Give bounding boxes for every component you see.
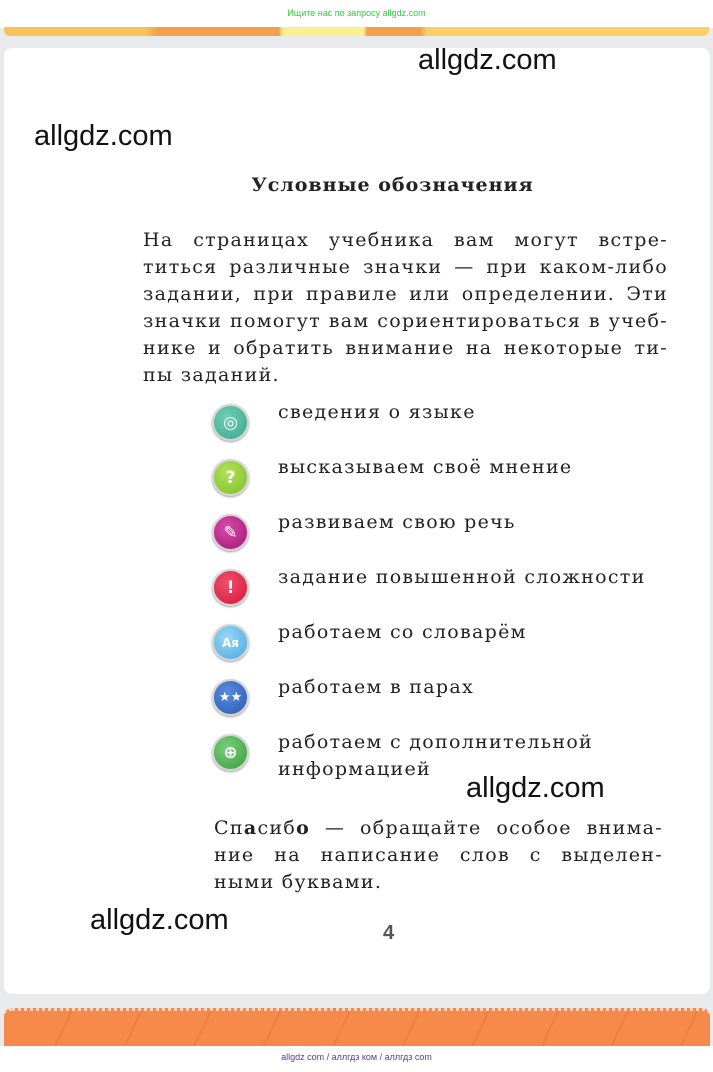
legend-label: работаем со словарём (278, 621, 527, 643)
text: — обращайте особое внима- (310, 817, 663, 839)
legend-label: сведения о языке (278, 401, 476, 423)
watermark: allgdz.com (90, 904, 229, 936)
legend-item (212, 566, 646, 606)
intro-paragraph (143, 227, 668, 389)
feather-icon: ✎ (212, 514, 249, 551)
legend-item (212, 456, 573, 496)
intro-line: пы заданий. (143, 364, 280, 386)
legend-item (212, 676, 475, 716)
intro-line: На страницах учебника вам могут встре- (143, 229, 668, 251)
text: Сп (214, 817, 244, 839)
legend-label-line: информацией (278, 758, 431, 780)
exclamation-icon: ! (212, 569, 249, 606)
legend-item (212, 401, 476, 441)
stars-icon: ★★ (212, 679, 249, 716)
owl-icon: ◎ (212, 404, 249, 441)
thanks-paragraph (214, 815, 663, 896)
highlighted-letter: о (296, 817, 311, 839)
folder-plus-icon: ⊕ (212, 734, 249, 771)
bottom-decor-strip (4, 1008, 710, 1046)
legend-label: развиваем свою речь (278, 511, 516, 533)
top-decor-strip (4, 27, 709, 36)
highlighted-letter: а (243, 817, 258, 839)
intro-line: значки помогут вам сориентироваться в учеб- (143, 310, 668, 332)
intro-line: титься различные значки — при каком-либо (143, 256, 668, 278)
legend-item (212, 511, 516, 551)
legend-item (212, 731, 594, 783)
intro-line: нике и обратить внимание на некоторые ти- (143, 337, 668, 359)
watermark: allgdz.com (34, 120, 173, 152)
dictionary-icon: Aя (212, 624, 249, 661)
page-number: 4 (383, 922, 395, 944)
question-cloud-icon: ? (212, 459, 249, 496)
thanks-line (214, 815, 663, 842)
legend-label: работаем в парах (278, 676, 475, 698)
legend-item (212, 621, 527, 661)
thanks-line: ние на написание слов с выделен- (214, 844, 663, 866)
legend-label: высказываем своё мнение (278, 456, 573, 478)
top-banner (0, 0, 713, 28)
footer-links: allgdz com / аллгдз ком / аллгдз com (0, 1046, 713, 1072)
page-title: Условные обозначения (251, 174, 534, 196)
text: сиб (257, 817, 297, 839)
top-banner-text: Ищите нас по запросу allgdz.com (287, 8, 426, 18)
legend-label: задание повышенной сложности (278, 566, 646, 588)
watermark: allgdz.com (418, 44, 557, 76)
legend-label-line: работаем с дополнительной (278, 731, 594, 753)
intro-line: задании, при правиле или определении. Эти (143, 283, 668, 305)
watermark: allgdz.com (466, 772, 605, 804)
legend-label (278, 729, 593, 783)
thanks-line: ными буквами. (214, 871, 383, 893)
